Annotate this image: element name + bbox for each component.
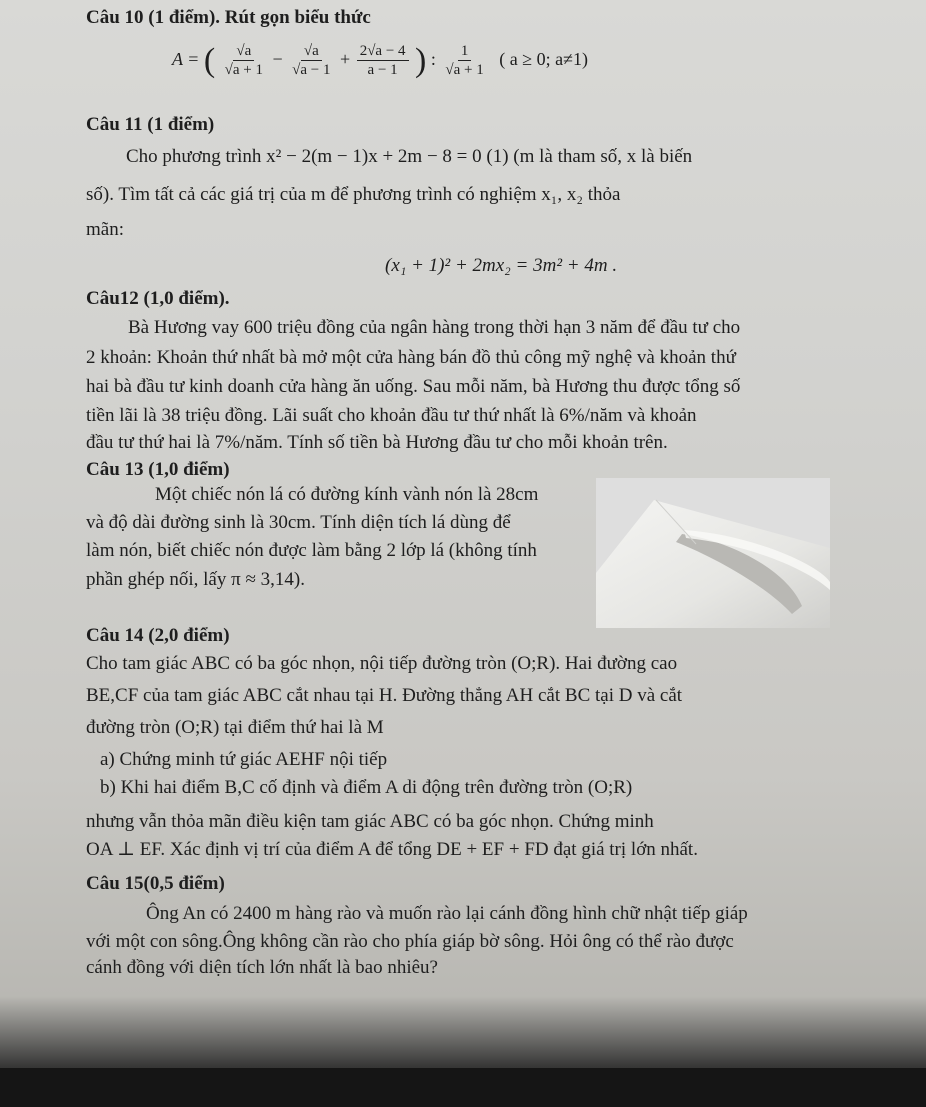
q11-title: Câu 11 (1 điểm): [86, 114, 215, 135]
fraction-4-denominator: √a + 1: [445, 62, 484, 79]
q15-line1: Ông An có 2400 m hàng rào và muốn rào lại cánh đồng hình chữ nhật tiếp giáp: [146, 903, 748, 924]
q12-line4: tiền lãi là 38 triệu đồng. Lãi suất cho khoản đầu tư thứ nhất là 6%/năm và khoản: [86, 405, 697, 426]
op-plus: +: [340, 49, 351, 69]
q12-title: Câu12 (1,0 điểm).: [86, 288, 230, 309]
formula-lhs: A =: [172, 49, 200, 69]
q11-line1: Cho phương trình x² − 2(m − 1)x + 2m − 8 = 0 (1) (m là tham số, x là biến: [126, 146, 693, 167]
conical-hat-illustration: [596, 478, 830, 628]
fraction-3: [357, 42, 409, 79]
fraction-1-denominator: √a + 1: [224, 62, 264, 79]
q12-line1: Bà Hương vay 600 triệu đồng của ngân hàng trong thời hạn 3 năm để đầu tư cho: [128, 317, 741, 338]
conical-hat-photo: [596, 478, 830, 628]
q12-line3: hai bà đầu tư kinh doanh cửa hàng ăn uống. Sau mỗi năm, bà Hương thu được tổng số: [86, 376, 741, 397]
close-paren: ): [415, 41, 427, 79]
q15-title: Câu 15(0,5 điểm): [86, 873, 225, 894]
q13-line3: làm nón, biết chiếc nón được làm bằng 2 lớp lá (không tính: [86, 540, 537, 561]
q11-line3: mãn:: [86, 219, 124, 240]
q14-line3: đường tròn (O;R) tại điểm thứ hai là M: [86, 717, 384, 738]
fraction-3-denominator: a − 1: [367, 62, 398, 79]
dark-background-edge: [0, 1068, 926, 1107]
q13-line1: Một chiếc nón lá có đường kính vành nón là 28cm: [155, 484, 539, 505]
q14-line6: nhưng vẫn thỏa mãn điều kiện tam giác ABC có ba góc nhọn. Chứng minh: [86, 811, 654, 832]
fraction-1: [222, 42, 266, 79]
fraction-1-numerator: √a: [233, 42, 254, 61]
q14-part-a: a) Chứng minh tứ giác AEHF nội tiếp: [100, 749, 388, 770]
q12-line2: 2 khoản: Khoản thứ nhất bà mở một cửa hàng bán đồ thủ công mỹ nghệ và khoản thứ: [86, 347, 736, 368]
op-divide: :: [430, 49, 436, 69]
fraction-4-numerator: 1: [458, 42, 472, 61]
op-minus: −: [272, 49, 283, 69]
q10-title: Câu 10 (1 điểm). Rút gọn biểu thức: [86, 7, 371, 28]
q15-line3: cánh đồng với diện tích lớn nhất là bao nhiêu?: [86, 957, 438, 978]
open-paren: (: [203, 41, 216, 79]
q11-equation: (x₁ + 1)² + 2mx₂ = 3m² + 4m .: [385, 255, 618, 276]
fraction-3-numerator: 2√a − 4: [357, 42, 409, 61]
q13-line2: và độ dài đường sinh là 30cm. Tính diện tích lá dùng để: [86, 512, 511, 533]
q14-title: Câu 14 (2,0 điểm): [86, 625, 230, 646]
q13-line4: phần ghép nối, lấy π ≈ 3,14).: [86, 569, 305, 590]
fraction-2-numerator: √a: [301, 42, 322, 61]
q14-line2: BE,CF của tam giác ABC cắt nhau tại H. Đường thẳng AH cắt BC tại D và cắt: [86, 685, 683, 706]
q11-line2: số). Tìm tất cả các giá trị của m để phương trình có nghiệm x₁, x₂ thỏa: [86, 184, 621, 205]
q14-part-b: b) Khi hai điểm B,C cố định và điểm A di động trên đường tròn (O;R): [100, 777, 633, 798]
fraction-4: [442, 42, 486, 79]
q15-line2: với một con sông.Ông không cần rào cho phía giáp bờ sông. Hỏi ông có thể rào được: [86, 931, 734, 952]
q14-line7: OA ⊥ EF. Xác định vị trí của điểm A để tổng DE + EF + FD đạt giá trị lớn nhất.: [86, 839, 698, 860]
fraction-2-denominator: √a − 1: [292, 62, 331, 79]
fraction-2: [289, 42, 333, 79]
q10-formula: [172, 30, 588, 88]
q10-condition: ( a ≥ 0; a≠1): [499, 49, 588, 69]
q14-line1: Cho tam giác ABC có ba góc nhọn, nội tiếp đường tròn (O;R). Hai đường cao: [86, 653, 678, 674]
q13-title: Câu 13 (1,0 điểm): [86, 459, 230, 480]
q12-line5: đầu tư thứ hai là 7%/năm. Tính số tiền bà Hương đầu tư cho mỗi khoản trên.: [86, 432, 668, 453]
